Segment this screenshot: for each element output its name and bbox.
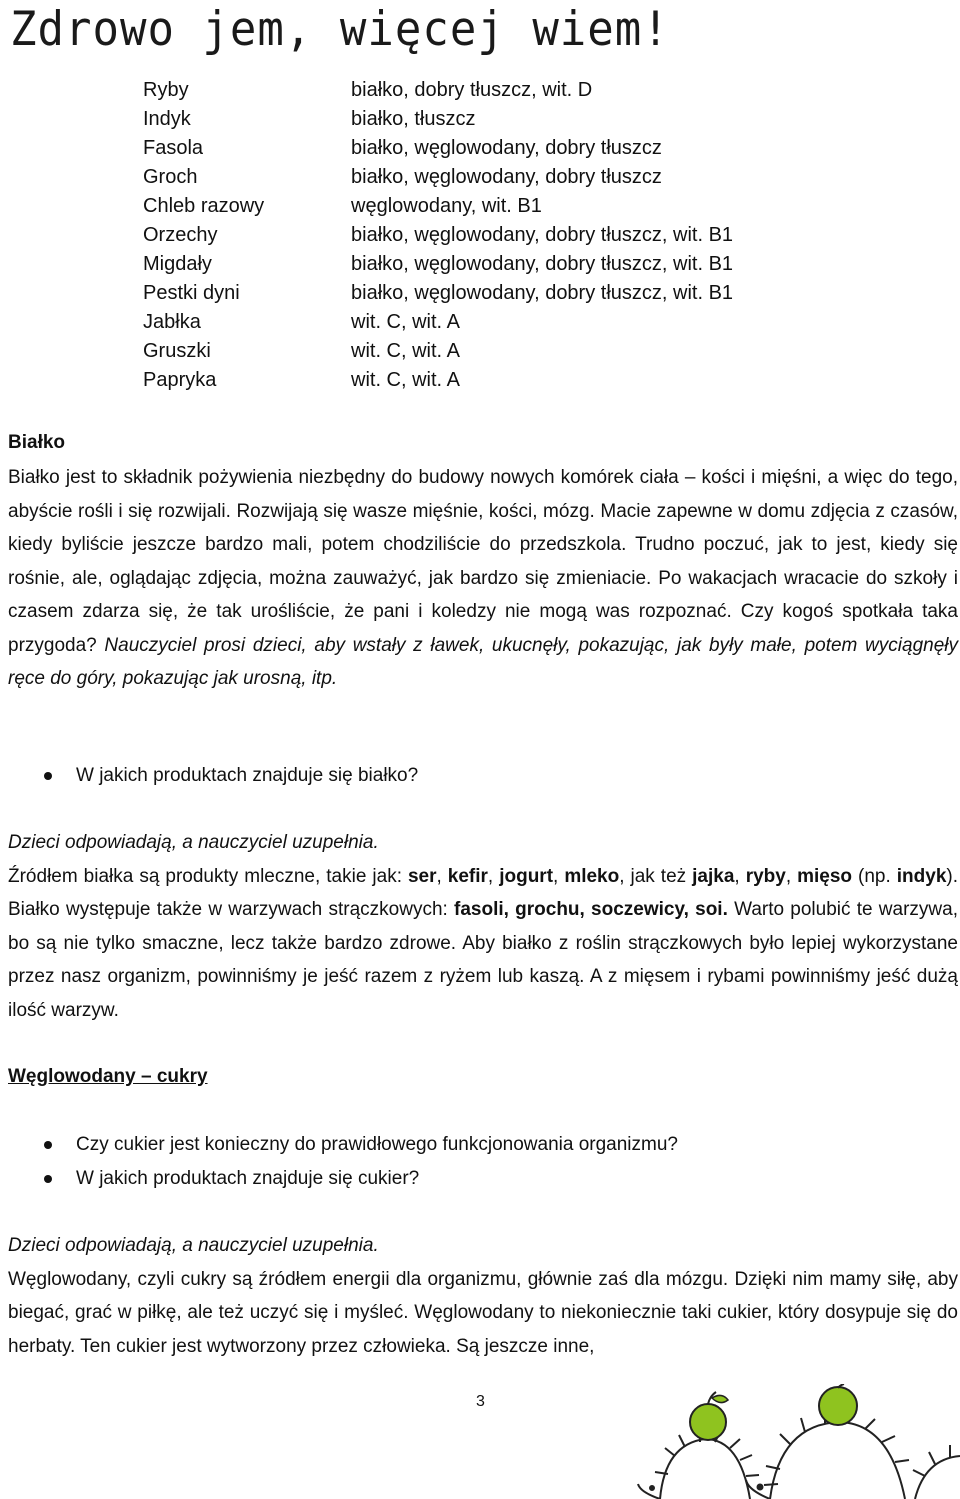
- table-row: [143, 250, 733, 279]
- food-name: Chleb razowy: [143, 195, 265, 217]
- table-row: [143, 105, 733, 134]
- text: Źródłem białka są produkty mleczne, takie jak:: [8, 865, 408, 887]
- bullet-icon: [44, 1175, 52, 1183]
- food-nutrients: białko, węglowodany, dobry tłuszcz: [351, 137, 662, 159]
- food-nutrients: białko, węglowodany, dobry tłuszcz, wit. B1: [351, 282, 734, 304]
- bold-text: jajka: [692, 865, 735, 887]
- section-heading: Węglowodany – cukry: [8, 1066, 208, 1087]
- table-row: [143, 308, 733, 337]
- food-nutrients: wit. C, wit. A: [351, 340, 460, 362]
- food-name: Papryka: [143, 369, 217, 391]
- food-nutrients: wit. C, wit. A: [351, 311, 460, 333]
- question-text: Czy cukier jest konieczny do prawidłowego funkcjonowania organizmu?: [76, 1134, 678, 1155]
- food-nutrients: białko, dobry tłuszcz, wit. D: [351, 79, 593, 101]
- food-name: Jabłka: [143, 311, 201, 333]
- list-item: [8, 1128, 958, 1162]
- food-nutrients: wit. C, wit. A: [351, 369, 460, 391]
- bold-text: mięso: [797, 865, 853, 887]
- bold-text: indyk: [896, 865, 947, 887]
- text: ,: [785, 865, 798, 887]
- food-name: Migdały: [143, 253, 212, 275]
- table-row: [143, 366, 733, 395]
- table-row: [143, 163, 733, 192]
- paragraph-text: Białko jest to składnik pożywienia niezbędny do budowy nowych komórek ciała – kości i mięśni, a więc do tego, abyście rośli i się rozwijali. Rozwijają się wasze mięśnie, kości, mózg. Macie zapewne w domu zdjęcia z czasów, kiedy byliście jeszcze bardzo mali, potem chodziliście do przedszkola. Trudno poczuć, jak to jest, kiedy się rośnie, ale, oglądając zdjęcia, można zauważyć, jak bardzo się zmieniacie. Po wakacjach wracacie do szkoły i czasem zdarza się, że tak urośliście, że pani i koledzy nie mogą was rozpoznać. Czy kogoś spotkała taka przygoda?: [8, 467, 958, 656]
- table-row: [143, 221, 733, 250]
- carbs-answer: [8, 1229, 958, 1363]
- protein-question: [8, 759, 958, 793]
- page-title: Zdrowo jem, więcej wiem!: [10, 2, 670, 58]
- text: ,: [734, 865, 746, 887]
- table-row: [143, 134, 733, 163]
- food-name: Fasola: [143, 137, 204, 159]
- bold-text: kefir: [447, 865, 488, 887]
- question-text: W jakich produktach znajduje się cukier?: [76, 1167, 420, 1189]
- bold-text: mleko: [564, 865, 620, 887]
- food-nutrient-table: [143, 76, 733, 395]
- text: ). Białko występuje także w warzywach strączkowych:: [8, 865, 958, 920]
- text: , jak też: [619, 865, 693, 887]
- apple-icon: [819, 1384, 857, 1425]
- teacher-instruction: Nauczyciel prosi dzieci, aby wstały z ławek, ukucnęły, pokazując, jak były małe, potem wyciągnęły ręce do góry, pokazując jak urosną, itp.: [8, 634, 958, 689]
- protein-answer: [8, 826, 958, 1027]
- bold-text: fasoli, grochu, soczewicy, soi.: [454, 899, 728, 920]
- food-name: Orzechy: [143, 224, 218, 246]
- hedgehog-icon: [746, 1410, 909, 1499]
- answer-note: Dzieci odpowiadają, a nauczyciel uzupełnia.: [8, 832, 379, 853]
- text: ,: [436, 865, 448, 887]
- apple-icon: [690, 1392, 728, 1440]
- protein-sources-paragraph: [8, 860, 958, 1028]
- food-name: Groch: [143, 166, 198, 188]
- list-item: [8, 1162, 958, 1196]
- table-row: [143, 337, 733, 366]
- food-name: Gruszki: [143, 340, 211, 362]
- page-number: 3: [476, 1393, 485, 1410]
- protein-paragraph: [8, 461, 958, 696]
- bold-text: jogurt: [499, 865, 554, 887]
- text: ,: [487, 865, 500, 887]
- list-item: [8, 759, 958, 793]
- hedgehog-icon: [913, 1445, 960, 1499]
- bullet-icon: [44, 1141, 52, 1149]
- hedgehog-icon: [638, 1429, 759, 1499]
- protein-section: [8, 428, 958, 696]
- carbs-questions: [8, 1128, 958, 1195]
- answer-note: Dzieci odpowiadają, a nauczyciel uzupełnia.: [8, 1235, 379, 1256]
- food-name: Ryby: [143, 79, 189, 101]
- hedgehog-apple-illustration: [620, 1384, 960, 1499]
- section-heading: Białko: [8, 432, 66, 453]
- question-text: W jakich produktach znajduje się białko?: [76, 765, 419, 786]
- food-name: Indyk: [143, 108, 191, 130]
- table-row: [143, 76, 733, 105]
- carbs-paragraph: Węglowodany, czyli cukry są źródłem energii dla organizmu, głównie zaś dla mózgu. Dzięki nim mamy siłę, aby biegać, grać w piłkę, ale też uczyć się i myśleć. Węglowodany to niekoniecznie taki cukier, który dosypuje się do herbaty. Ten cukier jest wytworzony przez człowieka. Są jeszcze inne,: [8, 1268, 958, 1357]
- table-row: [143, 192, 733, 221]
- food-nutrients: białko, węglowodany, dobry tłuszcz: [351, 166, 662, 188]
- text: Warto polubić te warzywa, bo są nie tylko smaczne, lecz także bardzo zdrowe. Aby białko z roślin strączkowych było lepiej wykorzystane przez nasz organizm, powinniśmy je jeść razem z ryżem lub kaszą. A z mięsem i rybami powinniśmy jeść dużą ilość warzyw.: [8, 899, 958, 1021]
- food-nutrients: białko, węglowodany, dobry tłuszcz, wit. B1: [351, 253, 734, 275]
- table-row: [143, 279, 733, 308]
- text: (np.: [852, 865, 897, 887]
- carbs-section: [8, 1062, 958, 1092]
- bullet-icon: [44, 772, 52, 780]
- food-nutrients: węglowodany, wit. B1: [351, 195, 542, 217]
- food-nutrients: białko, tłuszcz: [351, 108, 476, 130]
- text: ,: [553, 865, 565, 887]
- bold-text: ser: [407, 865, 437, 887]
- food-nutrients: białko, węglowodany, dobry tłuszcz, wit. B1: [351, 224, 734, 246]
- food-name: Pestki dyni: [143, 282, 240, 304]
- bold-text: ryby: [745, 865, 786, 887]
